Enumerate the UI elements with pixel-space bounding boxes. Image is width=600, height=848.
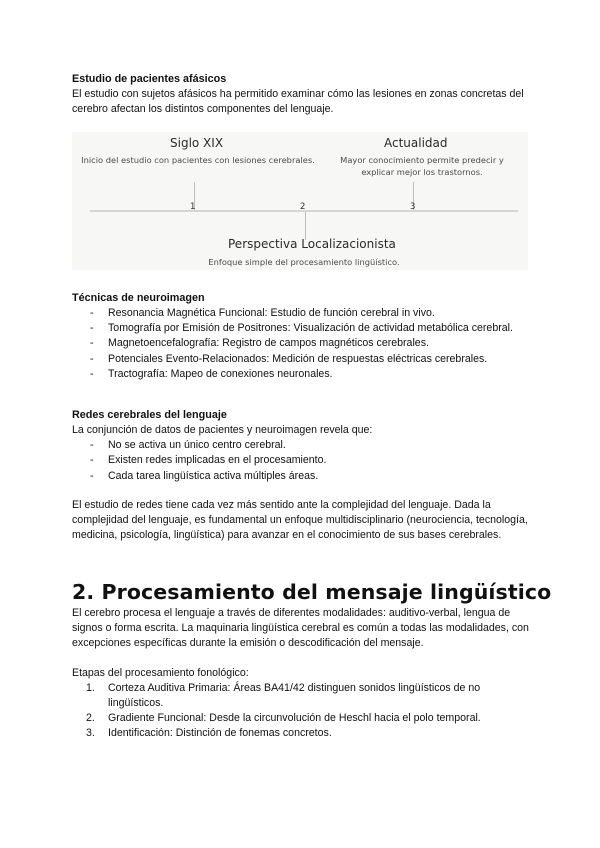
steps-intro: Etapas del procesamiento fonológico:	[72, 666, 249, 679]
technique-list	[72, 306, 532, 382]
timeline-tick	[305, 212, 306, 240]
timeline-diagram	[72, 132, 528, 270]
milestone-description: Enfoque simple del procesamiento lingüístico.	[208, 257, 400, 267]
list-item-text: Tractografía: Mapeo de conexiones neuronales.	[108, 367, 333, 380]
list-item	[72, 336, 532, 351]
milestone-number: 3	[410, 202, 416, 212]
list-item	[72, 726, 532, 741]
milestone-number: 2	[300, 202, 306, 212]
list-item-text: Resonancia Magnética Funcional: Estudio de función cerebral in vivo.	[108, 307, 435, 319]
section-heading: Estudio de pacientes afásicos	[72, 73, 227, 85]
list-item	[72, 469, 532, 484]
list-marker: 1.	[86, 681, 95, 694]
list-marker: -	[90, 307, 94, 319]
list-item	[72, 681, 532, 711]
section-heading: Redes cerebrales del lenguaje	[72, 409, 227, 421]
section-intro: La conjunción de datos de pacientes y neuroimagen revela que:	[72, 424, 373, 436]
list-item	[72, 711, 532, 726]
list-item	[72, 352, 532, 367]
list-marker: 3.	[86, 727, 95, 740]
list-item-text: Gradiente Funcional: Desde la circunvolución de Heschl hacia el polo temporal.	[108, 712, 481, 725]
list-marker: -	[90, 352, 94, 365]
milestone-title: Actualidad	[384, 136, 448, 150]
milestone-title: Siglo XIX	[170, 136, 224, 150]
list-item-text: Tomografía por Emisión de Positrones: Visualización de actividad metabólica cerebral.	[108, 322, 513, 335]
chapter-heading: 2. Procesamiento del mensaje lingüístico	[72, 580, 552, 604]
list-item-text: Existen redes implicadas en el procesamiento.	[108, 454, 327, 467]
section-paragraph: El estudio con sujetos afásicos ha permitido examinar cómo las lesiones en zonas concretas del cerebro afectan los distintos componentes del lenguaje.	[72, 88, 524, 116]
list-marker: -	[90, 454, 94, 467]
milestone-title: Perspectiva Localizacionista	[228, 237, 396, 251]
steps-list	[72, 681, 532, 742]
section-afasicos	[72, 72, 532, 117]
list-item	[72, 438, 532, 453]
list-marker: -	[90, 439, 94, 452]
list-item	[72, 306, 532, 321]
milestone-description: Inicio del estudio con pacientes con lesiones cerebrales.	[81, 155, 315, 165]
list-item-text: Corteza Auditiva Primaria: Áreas BA41/42 distinguen sonidos lingüísticos de no lingüísticos.	[108, 681, 481, 710]
section-neuroimagen	[72, 291, 532, 382]
milestone-number: 1	[190, 202, 196, 212]
list-item	[72, 321, 532, 336]
list-item-text: Potenciales Evento-Relacionados: Medición de respuestas eléctricas cerebrales.	[108, 352, 488, 365]
list-marker: 2.	[86, 712, 95, 725]
list-item-text: Identificación: Distinción de fonemas concretos.	[108, 727, 332, 740]
section-paragraph: El cerebro procesa el lenguaje a través de diferentes modalidades: auditivo-verbal, lengua de signos o forma escrita. La maquinaria lingüística cerebral es común a todas las modalidades, con excepciones específicas durante la emisión o descodificación del mensaje.	[72, 607, 529, 650]
list-item	[72, 367, 532, 382]
section-closing-paragraph: El estudio de redes tiene cada vez más sentido ante la complejidad del lenguaje. Dada la complejidad del lenguaje, es fundamental un enfoque multidisciplinario (neurociencia, tecnología, medicina, psicología, lingüística) para avanzar en el conocimiento de sus bases cerebrales.	[72, 498, 528, 542]
findings-list	[72, 438, 532, 484]
list-item-text: No se activa un único centro cerebral.	[108, 439, 286, 452]
milestone-description: Mayor conocimiento permite predecir y explicar mejor los trastornos.	[340, 155, 504, 177]
list-marker: -	[90, 337, 94, 350]
list-item	[72, 453, 532, 468]
list-marker: -	[90, 469, 94, 482]
section-procesamiento	[72, 606, 532, 742]
list-marker: -	[90, 322, 94, 335]
section-heading: Técnicas de neuroimagen	[72, 292, 205, 304]
section-redes	[72, 408, 532, 543]
list-marker: -	[90, 367, 94, 380]
list-item-text: Cada tarea lingüística activa múltiples áreas.	[108, 469, 319, 482]
list-item-text: Magnetoencefalografía: Registro de campos magnéticos cerebrales.	[108, 337, 429, 350]
